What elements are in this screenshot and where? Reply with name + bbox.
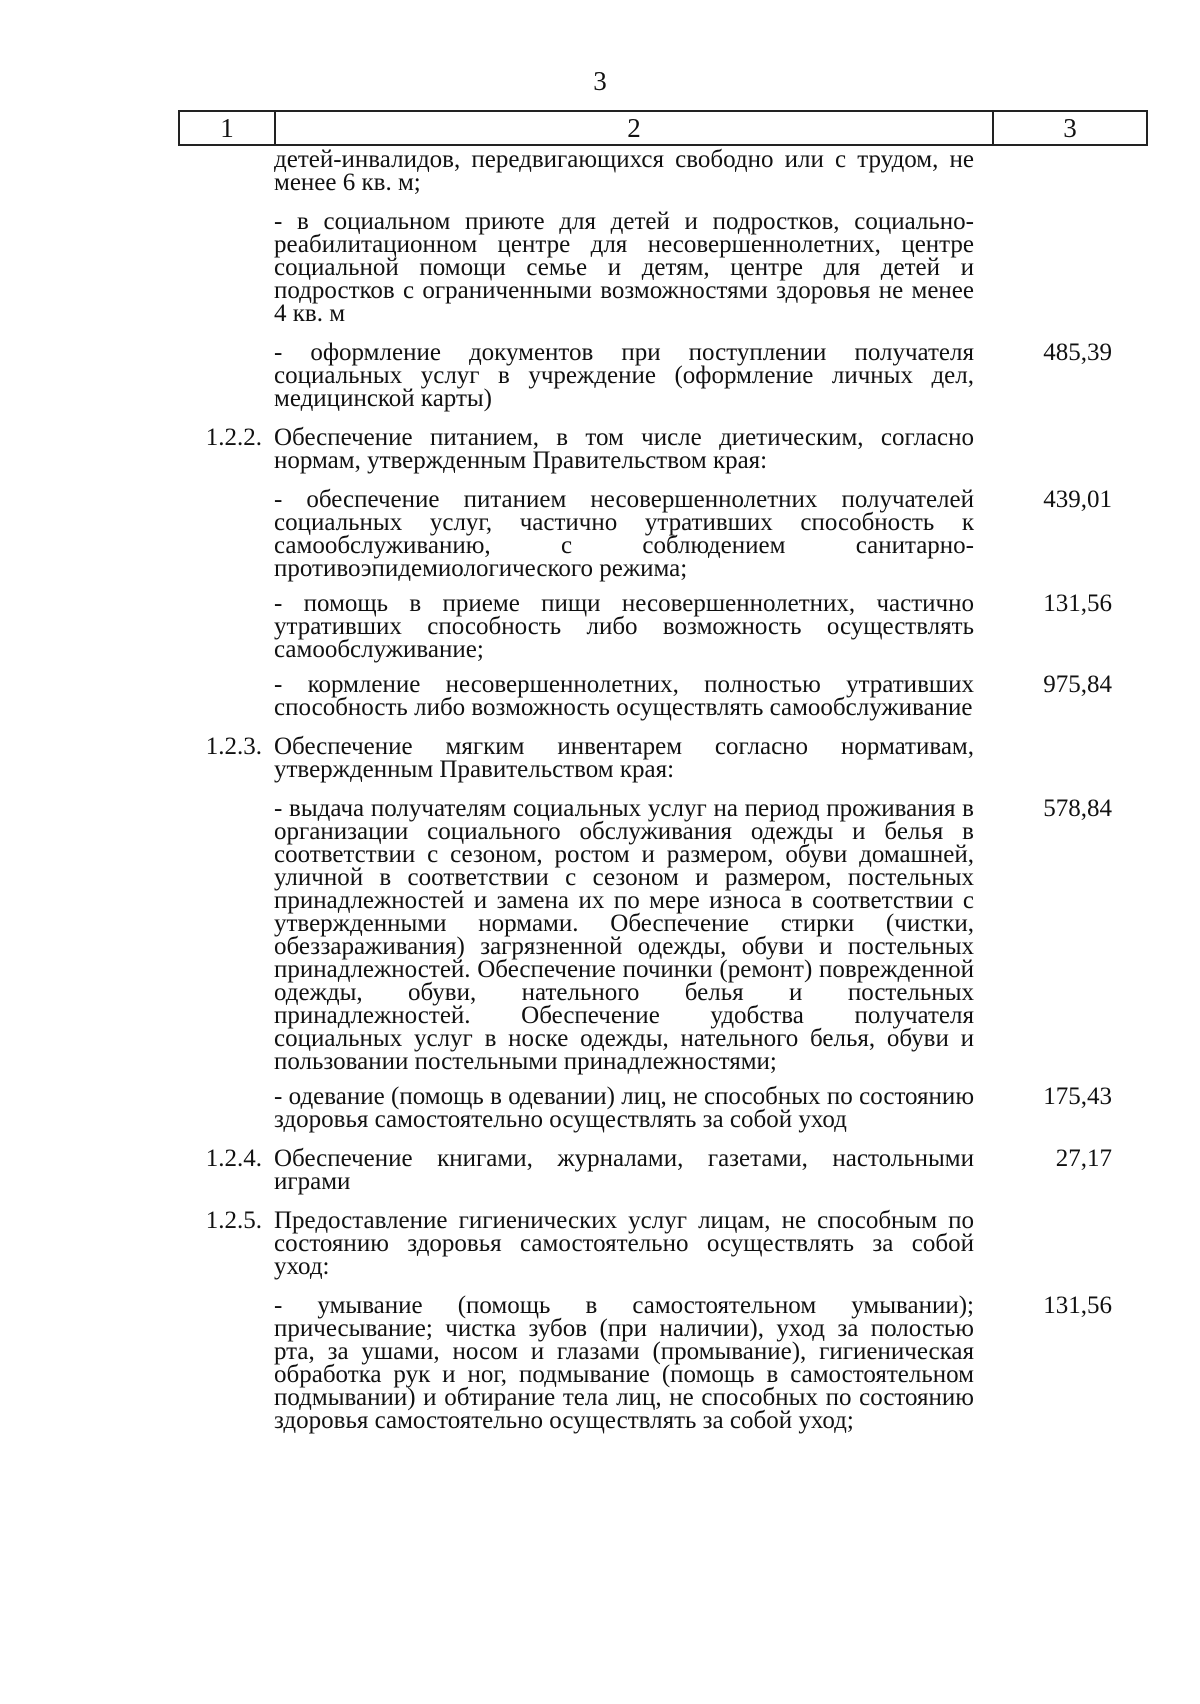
row-description: Обеспечение мягким инвентарем согласно нормативам, утвержденным Правительством края: xyxy=(274,733,974,783)
row-description: - в социальном приюте для детей и подростков, социально-реабилитационном центре для несовершеннолетних, центре социальной помощи семье и детям, центре для детей и подростков с ограниченными возможностями здоровья не менее 4 кв. м xyxy=(274,208,974,327)
table-row xyxy=(178,341,1148,410)
row-description: - оформление документов при поступлении получателя социальных услуг в учреждение (оформление личных дел, медицинской карты) xyxy=(274,339,974,412)
row-tariff: 975,84 xyxy=(1043,671,1112,698)
header-col-1: 1 xyxy=(180,112,276,144)
row-tariff: 27,17 xyxy=(1055,1145,1112,1172)
row-tariff: 578,84 xyxy=(1043,795,1112,822)
row-number: 1.2.2. xyxy=(205,424,262,451)
table-row xyxy=(178,735,1148,781)
row-number: 1.2.4. xyxy=(205,1145,262,1172)
row-description: - умывание (помощь в самостоятельном умывании); причесывание; чистка зубов (при наличии), уход за полостью рта, за ушами, носом и глазами (промывание), гигиеническая обработка рук и ног, подмывание (помощь в самостоятельном подмывании) и обтирание тела лиц, не способных по состоянию здоровья самостоятельно осуществлять за собой уход; xyxy=(274,1292,974,1434)
header-col-2: 2 xyxy=(276,112,994,144)
row-description: детей-инвалидов, передвигающихся свободно или с трудом, не менее 6 кв. м; xyxy=(274,146,974,196)
page-number: 3 xyxy=(593,66,607,96)
table-row xyxy=(178,592,1148,661)
row-description: Обеспечение книгами, журналами, газетами, настольными играми xyxy=(274,1145,974,1195)
table-row xyxy=(178,210,1148,325)
row-description: - помощь в приеме пищи несовершеннолетних, частично утративших способность либо возможность осуществлять самообслуживание; xyxy=(274,590,974,663)
row-description: - обеспечение питанием несовершеннолетних получателей социальных услуг, частично утративших способность к самообслуживанию, с соблюдением санитарно-противоэпидемиологического режима; xyxy=(274,486,974,582)
table-row xyxy=(178,1294,1148,1432)
table-row xyxy=(178,1085,1148,1131)
row-description: - выдача получателям социальных услуг на период проживания в организации социального обслуживания одежды и белья в соответствии с сезоном, ростом и размером, обуви домашней, уличной в соответствии с сезоном и размером, постельных принадлежностей и замена их по мере износа в соответствии с утвержденными нормами. Обеспечение стирки (чистки, обеззараживания) загрязненной одежды, обуви и постельных принадлежностей. Обеспечение починки (ремонт) поврежденной одежды, обуви, нательного белья и постельных принадлежностей. Обеспечение удобства получателя социальных услуг в носке одежды, нательного белья, обуви и пользовании постельными принадлежностями; xyxy=(274,795,974,1075)
row-description: Предоставление гигиенических услуг лицам, не способным по состоянию здоровья самостоятельно осуществлять за собой уход: xyxy=(274,1207,974,1280)
row-number: 1.2.3. xyxy=(205,733,262,760)
table-row xyxy=(178,1209,1148,1278)
row-tariff: 439,01 xyxy=(1043,486,1112,513)
table-row xyxy=(178,797,1148,1073)
header-col-3: 3 xyxy=(1063,112,1077,143)
row-description: - одевание (помощь в одевании) лиц, не способных по состоянию здоровья самостоятельно осуществлять за собой уход xyxy=(274,1083,974,1133)
row-description: Обеспечение питанием, в том числе диетическим, согласно нормам, утвержденным Правительством края: xyxy=(274,424,974,474)
table-row xyxy=(178,1147,1148,1193)
row-tariff: 485,39 xyxy=(1043,339,1112,366)
row-number: 1.2.5. xyxy=(205,1207,262,1234)
table-row xyxy=(178,673,1148,719)
services-table-body xyxy=(178,148,1148,1432)
row-description: - кормление несовершеннолетних, полностью утративших способность либо возможность осуществлять самообслуживание xyxy=(274,671,974,721)
table-row xyxy=(178,148,1148,194)
row-tariff: 131,56 xyxy=(1043,1292,1112,1319)
row-tariff: 175,43 xyxy=(1043,1083,1112,1110)
table-row xyxy=(178,426,1148,472)
table-row xyxy=(178,488,1148,580)
row-tariff: 131,56 xyxy=(1043,590,1112,617)
table-header xyxy=(178,110,1148,146)
